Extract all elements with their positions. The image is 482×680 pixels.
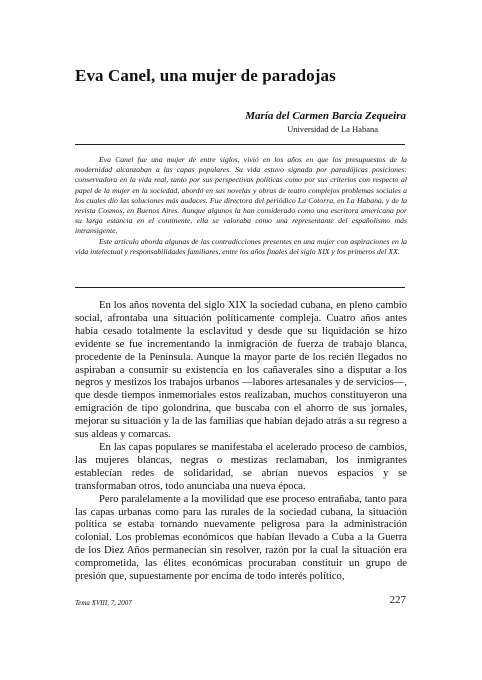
journal-reference: Tema XVIII, 7, 2007 bbox=[75, 599, 132, 607]
article-title: Eva Canel, una mujer de paradojas bbox=[75, 66, 336, 85]
page-number: 227 bbox=[389, 594, 406, 606]
abstract-paragraph: Este artículo aborda algunas de las contradicciones presentes en una mujer con aspiraciones en la vida intelectual y responsabilidades familiares, entre los años finales del siglo XIX y los primeros del XX. bbox=[75, 236, 407, 256]
abstract-bottom-rule bbox=[75, 287, 405, 288]
body-paragraph: En las capas populares se manifestaba el acelerado proceso de cambios, las mujeres blancas, negras o mestizas reclamaban, los inmigrantes establecían redes de solidaridad, se abrían nuevos espacios y se transformaban otros, todo anunciaba una nueva época. bbox=[75, 441, 407, 492]
body-text bbox=[75, 300, 407, 584]
author-name: María del Carmen Barcia Zequeira bbox=[245, 110, 406, 122]
body-paragraph: En los años noventa del siglo XIX la sociedad cubana, en pleno cambio social, afrontaba una situación políticamente compleja. Cuatro años antes había cesado totalmente la esclavitud y desde que su liquidación se hizo evidente se fue incrementando la inmigración de fuerza de trabajo blanca, procedente de la Península. Aunque la mayor parte de los recién llegados no aspiraban a consumir su existencia en los cañaverales sino a disputar a los negros y mestizos los trabajos urbanos —labores artesanales y de servicios—, que desde tiempos inmemoriales estos realizaban, muchos constituyeron una emigración de tipo golondrina, que buscaba con el ahorro de sus jornales, mejorar su situación y la de las familias que habían dejado atrás a su regreso a sus aldeas y comarcas. bbox=[75, 300, 407, 441]
abstract-top-rule bbox=[75, 144, 405, 145]
body-paragraph: Pero paralelamente a la movilidad que ese proceso entrañaba, tanto para las capas urbanas como para las rurales de la sociedad cubana, la situación política se estaba tornando nuevamente peligrosa para la administración colonial. Los problemas económicos que habían llevado a Cuba a la Guerra de los Diez Años permanecían sin resolver, razón por la cual la situación era comprometida, las élites económicas procuraban constituir un grupo de presión que, supuestamente por encima de todo interés político, bbox=[75, 493, 407, 583]
author-affiliation: Universidad de La Habana bbox=[287, 124, 378, 134]
abstract bbox=[75, 155, 407, 257]
abstract-paragraph: Eva Canel fue una mujer de entre siglos, vivió en los años en que los presupuestos de la modernidad alcanzaban a las capas populares. Su vida estuvo signada por paradójicas posiciones: conservadora en la vida real, tanto por sus perspectivas políticas como por sus criterios con respecto al papel de la mujer en la sociedad, abordó en sus novelas y obras de teatro complejos problemas sociales a los cuales dio las soluciones más audaces. Fue directora del periódico La Cotorra, en La Habana, y de la revista Cosmos, en Buenos Aires. Aunque algunos la han considerado como una escritora americana por su larga estancia en el continente, ella se valoraba como una representante del españolismo más intransigente. bbox=[75, 155, 407, 236]
